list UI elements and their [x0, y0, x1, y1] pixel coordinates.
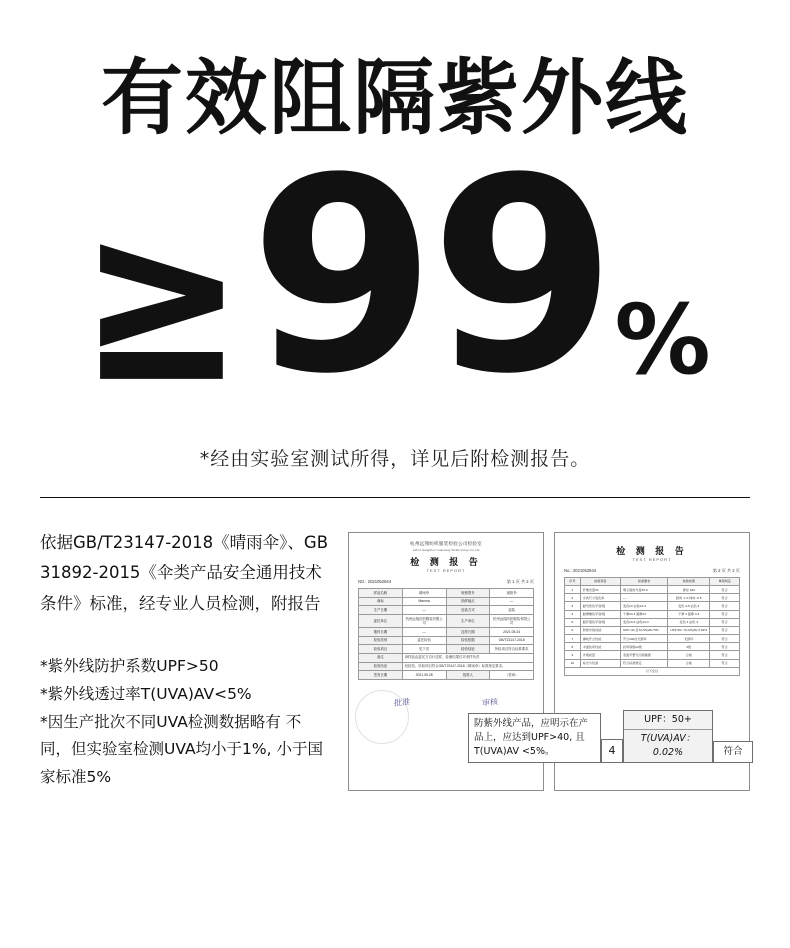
table-cell: 抽样日期	[359, 628, 403, 637]
table-cell: 纤维含量/%	[580, 586, 620, 594]
table-cell: 检验依据	[446, 636, 490, 645]
report-number: No.: 2021052844	[564, 567, 597, 573]
table-cell: 该样品由委托方自行送样，检测结果仅对来样负责	[402, 653, 533, 662]
list-item: *紫外线防护系数UPF>50	[40, 657, 219, 676]
table-row	[565, 618, 740, 626]
callout-upf-result	[623, 710, 713, 764]
table-cell: 委托检验	[402, 636, 446, 645]
table-cell: 包装方式	[446, 606, 490, 615]
table-row	[565, 667, 740, 675]
table-cell: 符合	[710, 618, 740, 626]
greater-equal-icon: ≥	[79, 165, 244, 435]
hero-section	[0, 0, 790, 471]
report-results-table	[564, 577, 740, 676]
table-cell: 表面平整无污渍破损	[621, 651, 668, 659]
report-org-en: Lab of Hangzhou Yuanxiang Textile Group Co.,Ltd	[412, 547, 480, 552]
table-cell: 检验结论	[359, 662, 403, 671]
table-cell: —	[490, 597, 534, 606]
report-title: 检 测 报 告	[616, 545, 688, 556]
table-cell: 符合	[710, 643, 740, 651]
table-cell: 杭州远翔纺织服装有限公司	[490, 615, 534, 628]
table-cell: 符合	[710, 651, 740, 659]
table-cell: 检验结论	[446, 645, 490, 654]
table-cell: 干摩≥3-4 湿摩≥3	[621, 610, 668, 618]
table-cell: 遮阳伞	[490, 589, 534, 598]
table-cell: 规格型号	[446, 589, 490, 598]
table-cell: 合格	[668, 651, 710, 659]
callout-row-number: 4	[601, 739, 623, 764]
table-cell: 经检验，所检项目符合GB/T23147-2018《晴雨伞》标准规定要求。	[402, 662, 533, 671]
table-cell: 变色≥4 沾色≥3-4	[621, 602, 668, 610]
report-title: 检 测 报 告	[410, 557, 482, 568]
report-meta	[358, 577, 534, 588]
table-cell: 9	[565, 651, 581, 659]
table-cell: 2	[565, 594, 581, 602]
table-cell: 标志与包装	[580, 659, 620, 667]
table-cell: 水洗尺寸变化率	[580, 594, 620, 602]
table-cell: 1	[565, 586, 581, 594]
table-cell: 耐皂洗色牢度/级	[580, 602, 620, 610]
table-row	[565, 610, 740, 618]
table-cell: 变色≥3-4 沾色≥3-4	[621, 618, 668, 626]
table-cell: 2021.05.28	[402, 671, 446, 680]
table-cell: 伞面抗风性能	[580, 643, 620, 651]
report-images	[348, 528, 750, 791]
table-cell: 耐摩擦色牢度/级	[580, 610, 620, 618]
table-cell: 以下空白	[565, 667, 740, 675]
table-cell: 开合100次无损坏	[621, 635, 668, 643]
table-row	[359, 671, 534, 680]
table-cell: —	[402, 628, 446, 637]
table-cell: 晴雨伞	[402, 589, 446, 598]
table-cell: 备注	[359, 653, 403, 662]
table-cell: Manma	[402, 597, 446, 606]
table-cell: —	[621, 594, 668, 602]
table-row	[565, 586, 740, 594]
table-cell: 6	[565, 626, 581, 634]
table-cell: （签章）	[490, 671, 534, 680]
table-row	[359, 653, 534, 662]
table-cell: 商标	[359, 597, 403, 606]
table-row	[359, 662, 534, 671]
table-cell: 防紫外线性能	[580, 626, 620, 634]
table-cell: —	[402, 606, 446, 615]
uv-block-figure	[0, 121, 790, 435]
hero-footnote: *经由实验室测试所得，详见后附检测报告。	[199, 447, 591, 470]
column-header: 序号	[565, 577, 581, 585]
table-cell: 变色 4 沾色 4	[668, 618, 710, 626]
callout-requirement: 防紫外线产品，应明示在产品上，应达到UPF>40, 且T(UVA)AV <5%。	[468, 713, 601, 764]
list-item: *因生产批次不同UVA检测数据略有 不同，但实验室检测UVA均小于1%, 小于国家标准5%	[40, 712, 324, 786]
page-title: 有效阻隔紫外线	[100, 51, 689, 146]
callout-upf-value: UPF：50+	[624, 711, 712, 730]
table-cell: 8	[565, 643, 581, 651]
table-cell: 5	[565, 618, 581, 626]
table-cell: 外观质量	[580, 651, 620, 659]
table-cell: 明示值的允差±5.0	[621, 586, 668, 594]
table-cell: 见下页	[402, 645, 446, 654]
table-cell: 符合	[710, 602, 740, 610]
report-pagination: 第 2 页 共 2 页	[712, 567, 740, 573]
signature: 审核	[481, 696, 499, 708]
table-cell: 符合	[710, 659, 740, 667]
table-cell: 撑收开合性能	[580, 635, 620, 643]
column-header: 检验项目	[580, 577, 620, 585]
table-cell: 检验项目	[359, 645, 403, 654]
column-header: 检验结果	[668, 577, 710, 585]
report-title-en: TEST REPORT	[426, 568, 466, 574]
table-cell: 符合	[710, 610, 740, 618]
column-header: 单项判定	[710, 577, 740, 585]
table-cell: UPF>40 且T(UVA)AV<5%	[621, 626, 668, 634]
report-title-en: TEST REPORT	[632, 556, 672, 562]
table-cell: 干摩 4 湿摩 3-4	[668, 610, 710, 618]
lower-section	[0, 498, 790, 791]
table-cell: 经向 -1.0 纬向 -0.5	[668, 594, 710, 602]
table-cell: UPF 50+ T(UVA)AV 0.02%	[668, 626, 710, 634]
table-cell: 合格	[668, 659, 710, 667]
table-cell: 生产日期	[359, 606, 403, 615]
report-org-cn: 杭州远翔纺织服装检验公司检验室	[410, 540, 482, 546]
callout-tuva-value: T(UVA)AV：0.02%	[640, 732, 696, 759]
table-row	[565, 651, 740, 659]
table-row	[359, 628, 534, 637]
table-cell: 3	[565, 602, 581, 610]
table-row	[565, 635, 740, 643]
report-number: NO.: 2021052844	[358, 579, 392, 585]
standards-column	[40, 528, 330, 791]
percent-symbol: %	[614, 284, 711, 397]
table-cell: 7	[565, 635, 581, 643]
table-cell: 所检项目符合标准要求	[490, 645, 534, 654]
report-meta	[564, 566, 740, 577]
bullet-list	[40, 653, 330, 791]
table-row	[565, 594, 740, 602]
standards-text: 依据GB/T23147-2018《晴雨伞》、GB 31892-2015《伞类产品安全通用技术条件》标准，经专业人员检测，附报告	[40, 532, 329, 613]
table-cell: 抽样地点	[446, 597, 490, 606]
table-cell: 符合	[710, 586, 740, 594]
table-row	[359, 589, 534, 598]
report-table	[358, 588, 534, 680]
table-cell: 杭州远翔纺织服装有限公司	[402, 615, 446, 628]
table-row	[565, 659, 740, 667]
table-header-row	[565, 577, 740, 585]
table-cell: 签发日期	[359, 671, 403, 680]
table-cell: 2021.05.24	[490, 628, 534, 637]
uv-block-value: 99	[249, 121, 611, 434]
table-row	[565, 626, 740, 634]
table-row	[359, 606, 534, 615]
table-row	[359, 645, 534, 654]
table-row	[565, 602, 740, 610]
table-cell: 检验类别	[359, 636, 403, 645]
table-row	[359, 597, 534, 606]
column-header: 标准要求	[621, 577, 668, 585]
list-item: *紫外线透过率T(UVA)AV<5%	[40, 684, 252, 703]
table-cell: 生产单位	[446, 615, 490, 628]
table-cell: 10	[565, 659, 581, 667]
report-pagination: 第 1 页 共 2 页	[506, 579, 534, 585]
table-cell: 4	[565, 610, 581, 618]
table-cell: 无损坏	[668, 635, 710, 643]
table-cell: 样品名称	[359, 589, 403, 598]
table-cell: 符合标准规定	[621, 659, 668, 667]
table-cell: 变色 4-5 沾色 4	[668, 602, 710, 610]
table-cell: 批准人	[446, 671, 490, 680]
table-cell: GB/T23147-2018	[490, 636, 534, 645]
callout-verdict: 符合	[713, 741, 753, 763]
table-row	[359, 636, 534, 645]
table-cell: 送样日期	[446, 628, 490, 637]
table-cell: 委托单位	[359, 615, 403, 628]
signature: 批准	[393, 696, 411, 708]
table-cell: 耐汗渍色牢度/级	[580, 618, 620, 626]
table-cell: 符合	[710, 635, 740, 643]
table-row	[359, 615, 534, 628]
table-cell: 抗风等级≥2级	[621, 643, 668, 651]
table-cell: 2级	[668, 643, 710, 651]
table-cell: 符合	[710, 594, 740, 602]
table-cell: 符合	[710, 626, 740, 634]
table-row	[565, 643, 740, 651]
table-cell: 袋装	[490, 606, 534, 615]
table-cell: 涤纶 100	[668, 586, 710, 594]
